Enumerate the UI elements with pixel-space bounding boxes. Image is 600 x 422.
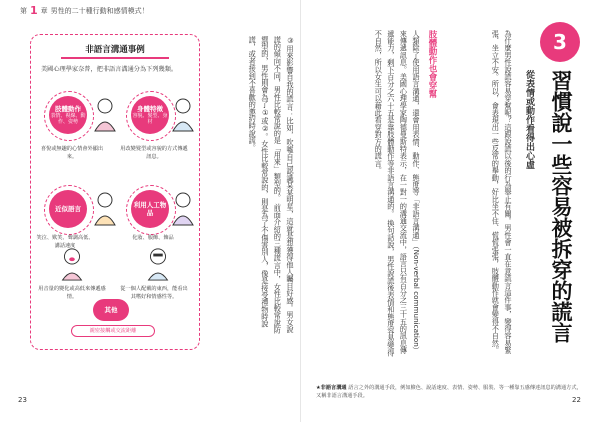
bubble-sub: 表情、視線、動作、姿勢 xyxy=(50,113,86,125)
nonverbal-examples-box xyxy=(30,34,200,350)
person-icon xyxy=(91,191,119,227)
bubble-label: 利用人工物品 xyxy=(133,201,167,217)
box-title: 非語言溝通事例 xyxy=(61,43,169,59)
category-bubble-paralanguage xyxy=(49,190,87,228)
book-spine xyxy=(300,0,301,422)
body-paragraph: 人類除了使用語言溝通，還會用表情、動作、態度等「非語言溝通」（Non-verbal communication）來傳遞訊息。美國心理學家陶德曼斯特表示，在一對一的溝通交流中，語言只有百分之三十五的訊息傳遞能力，剩下百分之六十五是靠肢體動作等非語言溝通的。 xyxy=(386,30,421,354)
left-body-text xyxy=(204,36,296,336)
bubble-sub: 化妝、服飾、飾品 xyxy=(132,235,174,241)
person-icon xyxy=(169,97,197,133)
accessory-person-icon xyxy=(141,247,175,281)
bubble-sub: 笑泣、歎笑、聲調高低、講話速度 xyxy=(36,235,94,249)
page-number-left: 23 xyxy=(18,396,27,404)
body-paragraph: 前面介紹的三種謊言中，女性比較常說防禦型的，男性則會為了①或②。女性比較常說的，則是為了不傷害別人，像是接受禮物時說謊，或者接到不喜歡的邀約時說謊。 xyxy=(248,36,283,334)
speaking-person-icon xyxy=(55,247,89,281)
section-subtitle: 從表情或動作看得出心虛 xyxy=(524,70,534,169)
footnote xyxy=(316,384,586,400)
category-bubble-artifacts xyxy=(131,190,169,228)
category-bubble-physical xyxy=(131,96,169,134)
section-number-badge: 3 xyxy=(540,22,580,62)
bubble-label: 其他 xyxy=(104,306,118,314)
bubble-sub: 容貌、髮型、身材 xyxy=(132,113,168,125)
person-icon xyxy=(91,97,119,133)
bubble-label: 身體特徵 xyxy=(137,105,163,113)
category-desc: 用改變髮型或容貌的方式傳遞訊息。 xyxy=(120,146,188,160)
chapter-title: 男性的二十種行動和感情模式！ xyxy=(50,6,149,15)
box-intro: 美國心理學家奈普，把非語言溝通分為下列幾類。 xyxy=(41,66,178,73)
category-desc: 用音量的變化或高低來傳遞感情。 xyxy=(38,286,106,300)
bubble-label: 肢體動作 xyxy=(55,105,81,113)
bubble-label: 近似語言 xyxy=(55,205,81,213)
body-paragraph: 為什麼男性說謊容易穿幫呢？這跟說謊以後的行為舉止有關。男性會一直在意謊言這件事，變得容易緊張、坐立不安。所以，會表現出一些反常的舉動，好比坐不住、慌慌張張，肢體動作就會變得不自然。 xyxy=(491,30,513,354)
footnote-label: ★非語言溝通 xyxy=(316,385,347,391)
section-title: 習慣說一些容易被拆穿的謊言 xyxy=(549,70,573,343)
category-bubble-other xyxy=(93,299,129,321)
chapter-suffix: 章 xyxy=(40,6,48,15)
body-paragraph: ③用來影響自我的謊言：比如，吹噓自己認識某某明星，這就是想獲得他人矚目好感。男女說謊的傾向不同，男性比較常說的是「用來」類型的。 xyxy=(273,36,295,333)
body-paragraph: 換句話說，男性說謊後表情和態度容易變得不自然，所以女生可以藉此看穿對方的謊言。 xyxy=(374,30,396,357)
category-desc: 從一個人配戴的東西，能看出其嗜好和情感性等。 xyxy=(120,286,188,300)
category-bubble-body-language xyxy=(49,96,87,134)
person-icon xyxy=(169,191,197,227)
bubble-sub: 親密接觸或交流距離 xyxy=(71,325,155,337)
heading-body-language: 肢體動作也會穿幫 xyxy=(427,30,437,98)
chapter-header xyxy=(20,4,149,17)
right-body-text-1 xyxy=(440,30,514,360)
page-number-right: 22 xyxy=(572,396,581,404)
category-desc: 喜悅或無趣的心情會外顯出來。 xyxy=(40,146,104,160)
right-body-text-2 xyxy=(316,30,422,360)
chapter-prefix: 第 xyxy=(20,6,27,15)
chapter-number: 1 xyxy=(30,4,38,17)
footnote-text: 語言之外的溝通手段，例如臉色、說話速度、表情、姿勢、服裝、等一種靠五感傳達訊息的溝通方式，又稱非語言溝通手段。 xyxy=(316,385,582,399)
